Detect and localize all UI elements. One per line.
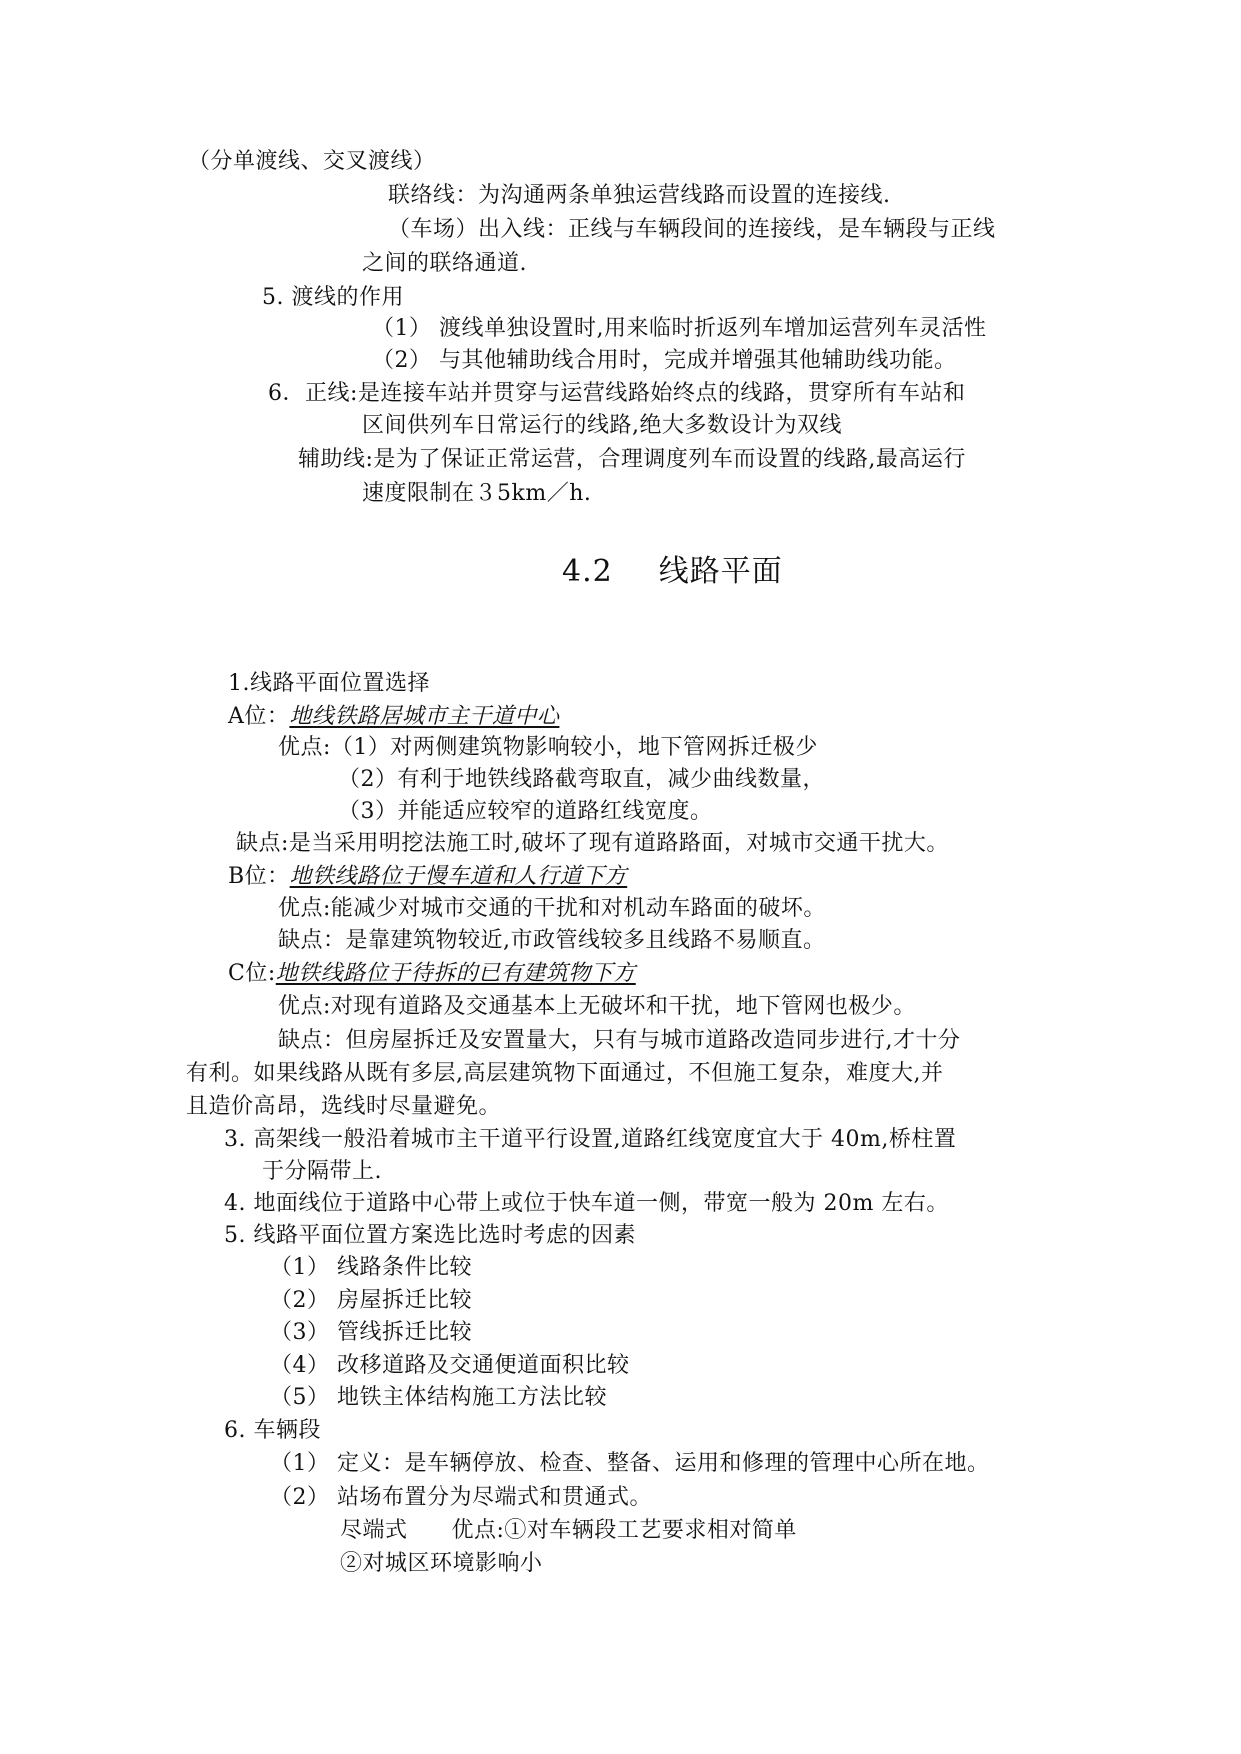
- text-line: 区间供列车日常运行的线路,绝大多数设计为双线: [362, 413, 842, 438]
- text-line: 优点:（1）对两侧建筑物影响较小，地下管网拆迁极少: [278, 735, 818, 760]
- text-line: 优点:能减少对城市交通的干扰和对机动车路面的破坏。: [278, 896, 826, 921]
- text-line: 有利。如果线路从既有多层,高层建筑物下面通过，不但施工复杂，难度大,并: [186, 1061, 944, 1086]
- text-line: 缺点：但房屋拆迁及安置量大，只有与城市道路改造同步进行,才十分: [278, 1028, 961, 1053]
- list-item: （3） 管线拆迁比较: [270, 1320, 472, 1345]
- text-line: 3. 高架线一般沿着城市主干道平行设置,道路红线宽度宜大于 40m,桥柱置: [224, 1127, 957, 1152]
- text-line: [228, 960, 636, 988]
- text-line: （3）并能适应较窄的道路红线宽度。: [338, 799, 713, 824]
- text-line: [228, 863, 627, 891]
- text-line: [228, 703, 559, 731]
- text-line: 缺点:是当采用明挖法施工时,破坏了现有道路路面，对城市交通干扰大。: [236, 831, 949, 856]
- text-line: （2） 与其他辅助线合用时，完成并增强其他辅助线功能。: [372, 348, 957, 373]
- type-label: 尽端式: [340, 1518, 408, 1543]
- section-heading: [562, 554, 783, 590]
- section-number: 4.2: [562, 554, 613, 589]
- position-title: 地铁线路位于待拆的已有建筑物下方: [275, 961, 636, 986]
- text-line: 6. 车辆段: [224, 1418, 321, 1443]
- text-line: （2） 站场布置分为尽端式和贯通式。: [270, 1485, 652, 1510]
- position-title: 地线铁路居城市主干道中心: [289, 704, 560, 729]
- position-label: B位：: [228, 864, 290, 889]
- text-line: 速度限制在３5km／h.: [362, 481, 592, 506]
- section-title: 线路平面: [658, 554, 783, 589]
- text-line: 辅助线:是为了保证正常运营，合理调度列车而设置的线路,最高运行: [298, 447, 966, 472]
- list-item: （4） 改移道路及交通便道面积比较: [270, 1353, 630, 1378]
- advantage-text: 优点:①对车辆段工艺要求相对简单: [451, 1518, 797, 1543]
- position-label: A位：: [228, 704, 290, 729]
- text-line: 缺点：是靠建筑物较近,市政管线较多且线路不易顺直。: [278, 928, 826, 953]
- text-line: ②对城区环境影响小: [340, 1551, 543, 1576]
- position-title: 地铁线路位于慢车道和人行道下方: [289, 864, 628, 889]
- text-line: 之间的联络通道.: [362, 251, 527, 276]
- text-line: 于分隔带上.: [262, 1159, 382, 1184]
- text-line: 5. 线路平面位置方案选比选时考虑的因素: [224, 1223, 636, 1248]
- text-line: 联络线：为沟通两条单独运营线路而设置的连接线.: [388, 183, 891, 208]
- text-line: （1） 渡线单独设置时,用来临时折返列车增加运营列车灵活性: [372, 316, 987, 341]
- text-line: 4. 地面线位于道路中心带上或位于快车道一侧，带宽一般为 20m 左右。: [224, 1191, 949, 1216]
- text-line: （车场）出入线：正线与车辆段间的连接线，是车辆段与正线: [388, 217, 996, 242]
- text-line: [340, 1517, 797, 1545]
- text-line: 优点:对现有道路及交通基本上无破坏和干扰，地下管网也极少。: [278, 994, 916, 1019]
- text-line: 1.线路平面位置选择: [228, 671, 430, 696]
- list-item: （1） 线路条件比较: [270, 1255, 472, 1280]
- text-line: （1） 定义：是车辆停放、检查、整备、运用和修理的管理中心所在地。: [270, 1451, 990, 1476]
- position-label: C位:: [228, 961, 276, 986]
- text-line: （2）有利于地铁线路截弯取直，减少曲线数量，: [338, 767, 825, 792]
- text-line: 5. 渡线的作用: [262, 285, 404, 310]
- text-line: 6．正线:是连接车站并贯穿与运营线路始终点的线路，贯穿所有车站和: [268, 381, 966, 406]
- list-item: （5） 地铁主体结构施工方法比较: [270, 1385, 607, 1410]
- list-item: （2） 房屋拆迁比较: [270, 1288, 472, 1313]
- text-line: 且造价高昂，选线时尽量避免。: [186, 1094, 502, 1119]
- text-line: （分单渡线、交叉渡线）: [188, 149, 436, 174]
